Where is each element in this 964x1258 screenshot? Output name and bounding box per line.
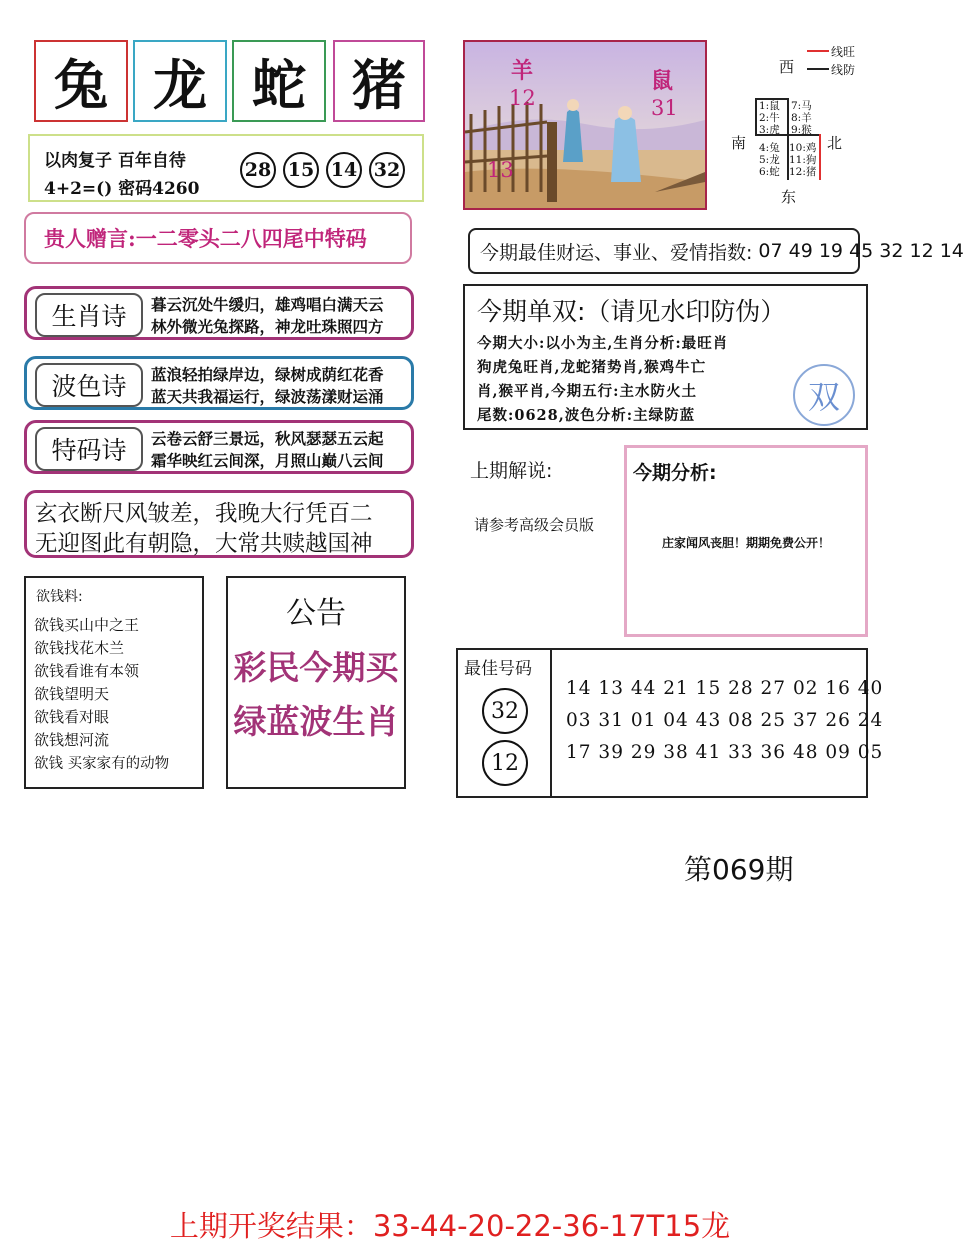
- zodiac-rabbit: 兔: [34, 40, 128, 122]
- circle-number: 15: [283, 152, 319, 188]
- zodiac-cell: 2:牛: [759, 112, 780, 124]
- notice-line: 彩民今期买: [233, 648, 399, 687]
- yuqian-box: [24, 576, 204, 789]
- analysis-title: 今期分析:: [633, 462, 717, 484]
- riddle-line-1: 以肉复子 百年自待: [44, 151, 186, 171]
- lucky-index-label: 今期最佳财运、事业、爱情指数:: [480, 241, 753, 264]
- best-number-circle: 12: [482, 740, 528, 786]
- zodiac-snake: 蛇: [232, 40, 326, 122]
- poem-tag: 波色诗: [35, 363, 143, 407]
- last-issue-note: 请参考高级会员版: [474, 516, 595, 534]
- circle-number: 28: [240, 152, 276, 188]
- legend-label: 线防: [831, 63, 856, 77]
- illustration: [463, 40, 707, 210]
- zodiac-cell: 5:龙: [759, 154, 780, 166]
- best-numbers-label: 最佳号码: [464, 659, 532, 679]
- riddle-text-line: 无迎图此有朝隐，大常共赎越国神: [35, 531, 373, 557]
- color-poem-box: [24, 356, 414, 410]
- label-yang-num: 12: [509, 86, 536, 110]
- direction-north: 北: [827, 134, 843, 152]
- list-item: 欲钱望明天: [34, 685, 110, 703]
- zodiac-cell: 6:蛇: [759, 166, 780, 178]
- number-row: 17 39 29 38 41 33 36 48 09 05: [566, 742, 884, 763]
- guiren-banner: 贵人赠言:一二零头二八四尾中特码: [24, 212, 412, 264]
- list-item: 欲钱 买家家有的动物: [34, 756, 170, 772]
- analysis-text: 庄家闻风丧胆！期期免费公开！: [661, 536, 830, 550]
- riddle-line-2: 4+2=() 密码4260: [44, 179, 200, 199]
- legend-label: 线旺: [831, 45, 856, 59]
- special-poem-box: [24, 420, 414, 474]
- list-item: 欲钱看对眼: [34, 708, 110, 726]
- number-row: 03 31 01 04 43 08 25 37 26 24: [566, 710, 884, 731]
- odd-even-box: [463, 284, 868, 430]
- lucky-index-numbers: 07 49 19 45 32 12 14: [758, 240, 964, 262]
- analysis-box: [624, 445, 868, 637]
- legend-red-line: [807, 50, 829, 52]
- circle-number: 14: [326, 152, 362, 188]
- direction-west: 西: [779, 58, 795, 76]
- odd-even-line: 今期大小:以小为主,生肖分析:最旺肖: [477, 335, 729, 352]
- riddle-text-line: 玄衣断尺风皱差，我晚大行凭百二: [35, 501, 373, 527]
- list-item: 欲钱想河流: [34, 731, 110, 749]
- label-yang: 羊: [511, 58, 534, 84]
- last-issue-title: 上期解说:: [470, 460, 553, 482]
- label-shu: 鼠: [651, 68, 674, 94]
- watermark-stamp: 双: [793, 364, 855, 426]
- odd-even-line: 肖,猴平肖,今期五行:主水防火土: [477, 383, 697, 400]
- zodiac-cell: 4:兔: [759, 142, 780, 154]
- poem-line: 云卷云舒三景远，秋风瑟瑟五云起: [151, 429, 384, 448]
- direction-east: 东: [781, 188, 797, 206]
- legend-black-line: [807, 68, 829, 70]
- notice-line: 绿蓝波生肖: [233, 702, 399, 741]
- poem-tag: 特码诗: [35, 427, 143, 471]
- zodiac-cell: 10:鸡: [789, 142, 817, 154]
- zodiac-cell: 8:羊: [791, 112, 812, 124]
- odd-even-line: 尾数:0628,波色分析:主绿防蓝: [477, 407, 696, 424]
- best-numbers-box: [456, 648, 884, 798]
- odd-even-title: 今期单双:（请见水印防伪）: [477, 297, 786, 326]
- circle-number: 32: [369, 152, 405, 188]
- notice-box: [226, 576, 406, 789]
- zodiac-cell: 12:猪: [789, 166, 817, 178]
- zodiac-pig: 猪: [333, 40, 425, 122]
- poem-line: 暮云沉处牛缓归，雄鸡唱白满天云: [151, 295, 384, 314]
- zodiac-cell: 7:马: [791, 100, 812, 112]
- lucky-index-box: [468, 228, 964, 274]
- best-numbers-column: [458, 650, 552, 796]
- riddle-text-box: [24, 490, 414, 558]
- list-item: 欲钱看谁有本领: [34, 662, 140, 680]
- zodiac-cell: 1:鼠: [759, 100, 780, 112]
- notice-title: 公告: [286, 596, 346, 631]
- issue-number: 第069期: [684, 853, 794, 886]
- poem-line: 蓝浪轻拍绿岸边，绿树成荫红花香: [151, 365, 384, 384]
- label-shu-num: 31: [651, 96, 678, 120]
- best-number-circle: 32: [482, 688, 528, 734]
- compass-chart: [727, 46, 897, 216]
- zodiac-dragon: 龙: [133, 40, 227, 122]
- poem-tag: 生肖诗: [35, 293, 143, 337]
- odd-even-line: 狗虎兔旺肖,龙蛇猪势肖,猴鸡牛亡: [477, 359, 707, 376]
- list-item: 欲钱买山中之王: [34, 616, 140, 634]
- last-result: 上期开奖结果：33-44-20-22-36-17T15龙: [169, 1209, 731, 1243]
- yuqian-title: 欲钱料:: [36, 589, 83, 605]
- zodiac-poem-box: [24, 286, 414, 340]
- zodiac-cell: 3:虎: [759, 124, 780, 136]
- label-mark: 13: [487, 158, 514, 182]
- poem-line: 林外微光兔探路，神龙吐珠照四方: [151, 317, 384, 336]
- direction-south: 南: [731, 134, 747, 152]
- list-item: 欲钱找花木兰: [34, 639, 125, 657]
- poem-line: 蓝天共我福运行，绿波荡漾财运涌: [151, 387, 384, 406]
- number-row: 14 13 44 21 15 28 27 02 16 40: [566, 678, 884, 699]
- zodiac-cell: 11:狗: [789, 154, 817, 166]
- riddle-box: [28, 134, 424, 202]
- zodiac-cell: 9:猴: [791, 124, 812, 136]
- poem-line: 霜华映红云间深，月照山巅八云间: [151, 451, 384, 470]
